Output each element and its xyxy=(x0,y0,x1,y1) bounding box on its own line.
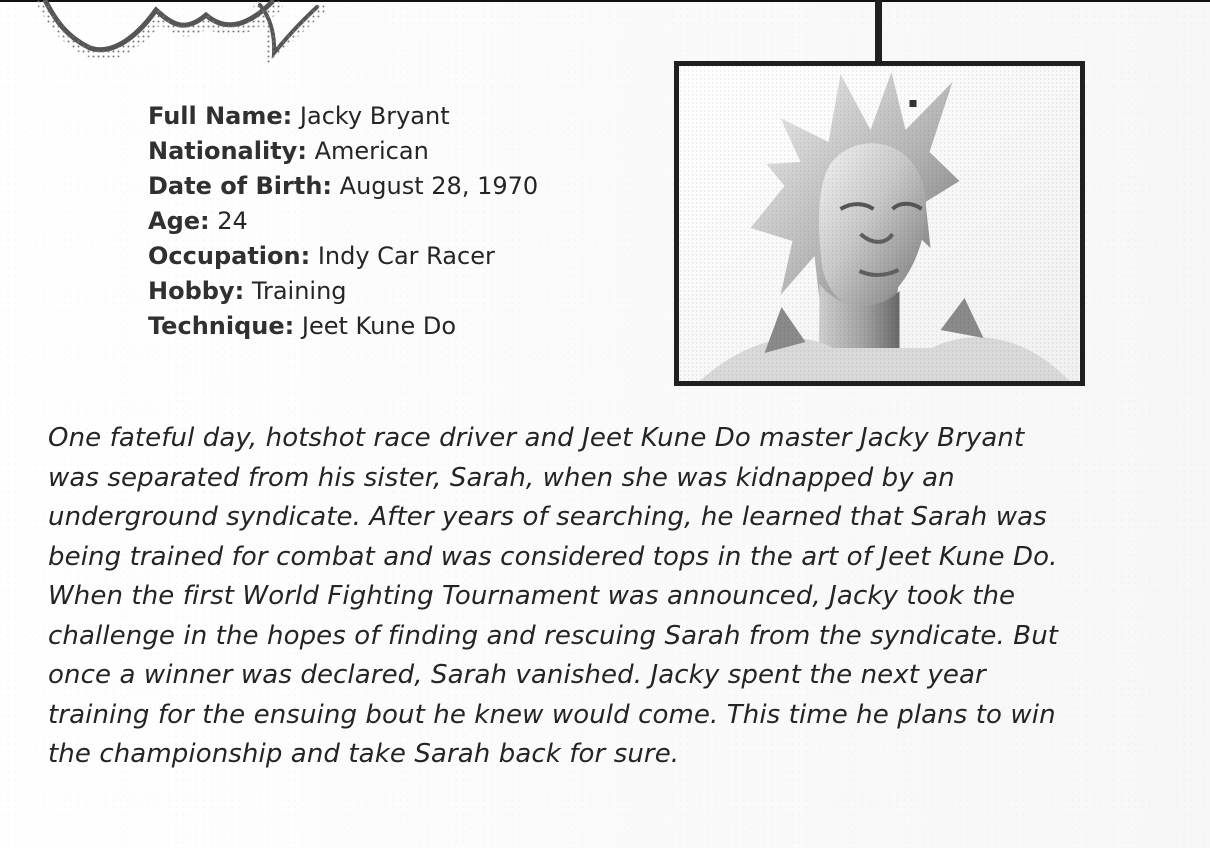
technique-value: Jeet Kune Do xyxy=(301,312,457,340)
hobby-value: Training xyxy=(251,277,347,305)
age-label: Age: xyxy=(148,207,210,235)
occupation-value: Indy Car Racer xyxy=(317,242,495,270)
hobby-row xyxy=(148,274,668,309)
date-of-birth-value: August 28, 1970 xyxy=(339,172,539,200)
story-line: underground syndicate. After years of searching, he learned that Sarah was xyxy=(48,502,1047,532)
story-line: once a winner was declared, Sarah vanished. Jacky spent the next year xyxy=(48,660,986,690)
story-line: being trained for combat and was considered tops in the art of Jeet Kune Do. xyxy=(48,541,1058,572)
technique-row xyxy=(148,309,668,344)
character-story xyxy=(48,419,1173,775)
story-line: training for the ensuing bout he knew would come. This time he plans to win xyxy=(48,699,1056,730)
full-name-value: Jacky Bryant xyxy=(299,102,450,130)
handwritten-logo-fragment-icon xyxy=(22,0,332,70)
age-value: 24 xyxy=(217,207,248,235)
story-line: the championship and take Sarah back for sure. xyxy=(48,739,680,769)
hobby-label: Hobby: xyxy=(148,277,245,305)
full-name-row xyxy=(148,99,668,134)
nationality-row xyxy=(148,134,668,169)
age-row xyxy=(148,204,668,239)
story-line: One fateful day, hotshot race driver and Jeet Kune Do master Jacky Bryant xyxy=(48,423,1025,453)
portrait-connector-line xyxy=(875,0,882,64)
nationality-label: Nationality: xyxy=(148,137,307,165)
story-line: was separated from his sister, Sarah, when she was kidnapped by an xyxy=(48,462,955,493)
occupation-label: Occupation: xyxy=(148,242,311,270)
technique-label: Technique: xyxy=(148,312,295,340)
character-portrait-frame xyxy=(674,61,1085,386)
story-line: challenge in the hopes of finding and rescuing Sarah from the syndicate. But xyxy=(48,620,1059,651)
occupation-row xyxy=(148,239,668,274)
nationality-value: American xyxy=(314,137,429,165)
character-portrait-icon xyxy=(679,66,1080,381)
full-name-label: Full Name: xyxy=(148,102,293,130)
date-of-birth-label: Date of Birth: xyxy=(148,172,333,200)
date-of-birth-row xyxy=(148,169,668,204)
character-profile xyxy=(148,99,668,344)
story-line: When the first World Fighting Tournament was announced, Jacky took the xyxy=(48,581,1016,611)
logo-svg xyxy=(22,0,332,70)
